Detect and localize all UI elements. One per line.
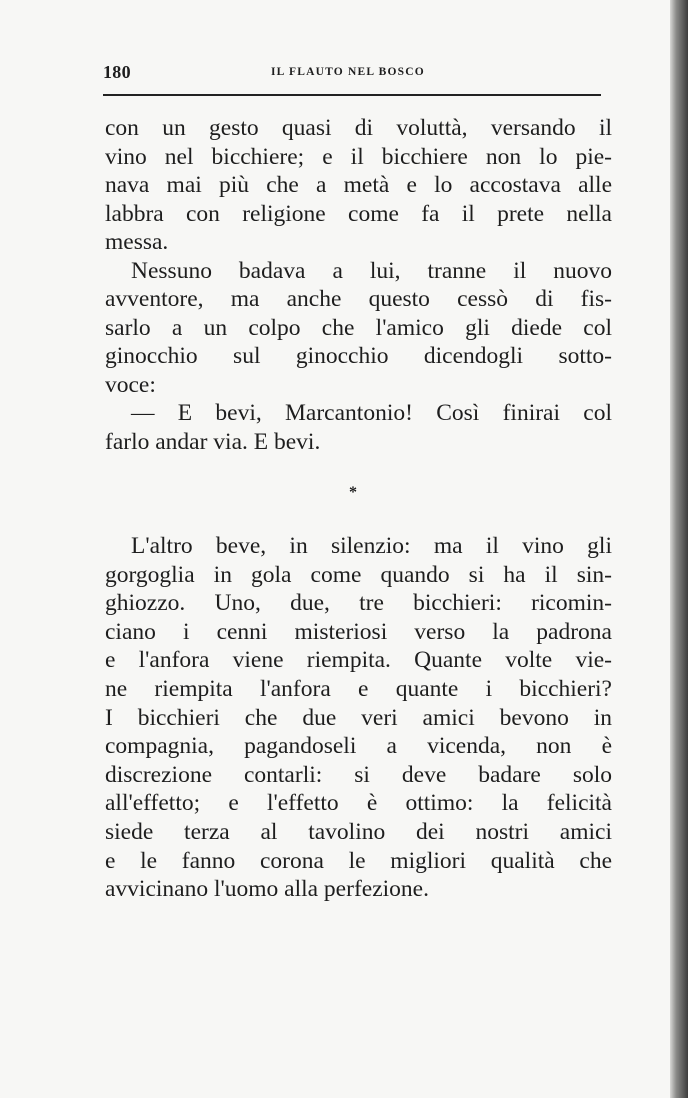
dialogue-line: — E bevi, Marcantonio! Così finirai col (131, 400, 612, 426)
page-edge-shadow (670, 0, 688, 1098)
text-line: siede terza al tavolino dei nostri amici (105, 818, 612, 845)
text-line: ciano i cenni misteriosi verso la padrona (105, 618, 612, 645)
text-line: compagnia, pagandoseli a vicenda, non è (105, 733, 612, 760)
text-line: all'effetto; e l'effetto è ottimo: la felicità (105, 790, 612, 817)
text-line: labbra con religione come fa il prete nella (105, 200, 612, 227)
text-line: voce: (105, 371, 156, 398)
text-line: ginocchio sul ginocchio dicendogli sotto- (105, 343, 612, 369)
text-line: con un gesto quasi di voluttà, versando il (105, 115, 612, 141)
text-line: gorgoglia in gola come quando si ha il sin- (105, 561, 612, 588)
text-block-2 (105, 532, 612, 904)
page-header (103, 62, 601, 86)
text-block-1 (105, 114, 612, 456)
text-line: avvicinano l'uomo alla perfezione. (105, 876, 429, 903)
text-line: e l'anfora viene riempita. Quante volte vie- (105, 647, 612, 674)
header-rule (103, 94, 601, 96)
text-line: Nessuno badava a lui, tranne il nuovo (131, 257, 612, 284)
text-line: nava mai più che a metà e lo accostava alle (105, 172, 612, 198)
text-line: farlo andar via. E bevi. (105, 428, 321, 455)
running-title: IL FLAUTO NEL BOSCO (271, 66, 425, 78)
text-line: ne riempita l'anfora e quante i bicchieri? (105, 675, 612, 702)
text-line: discrezione contarli: si deve badare solo (105, 761, 612, 788)
section-separator: * (349, 484, 357, 501)
text-line: vino nel bicchiere; e il bicchiere non lo pie- (105, 143, 612, 170)
text-line: sarlo a un colpo che l'amico gli diede col (105, 314, 612, 341)
text-line: ghiozzo. Uno, due, tre bicchieri: ricomin- (105, 590, 612, 617)
text-line: L'altro beve, in silenzio: ma il vino gli (131, 533, 612, 559)
text-line: I bicchieri che due veri amici bevono in (105, 704, 612, 731)
text-line: avventore, ma anche questo cessò di fis- (105, 286, 612, 312)
text-line: messa. (105, 229, 169, 255)
page-number: 180 (103, 62, 131, 82)
text-line: e le fanno corona le migliori qualità che (105, 847, 612, 874)
